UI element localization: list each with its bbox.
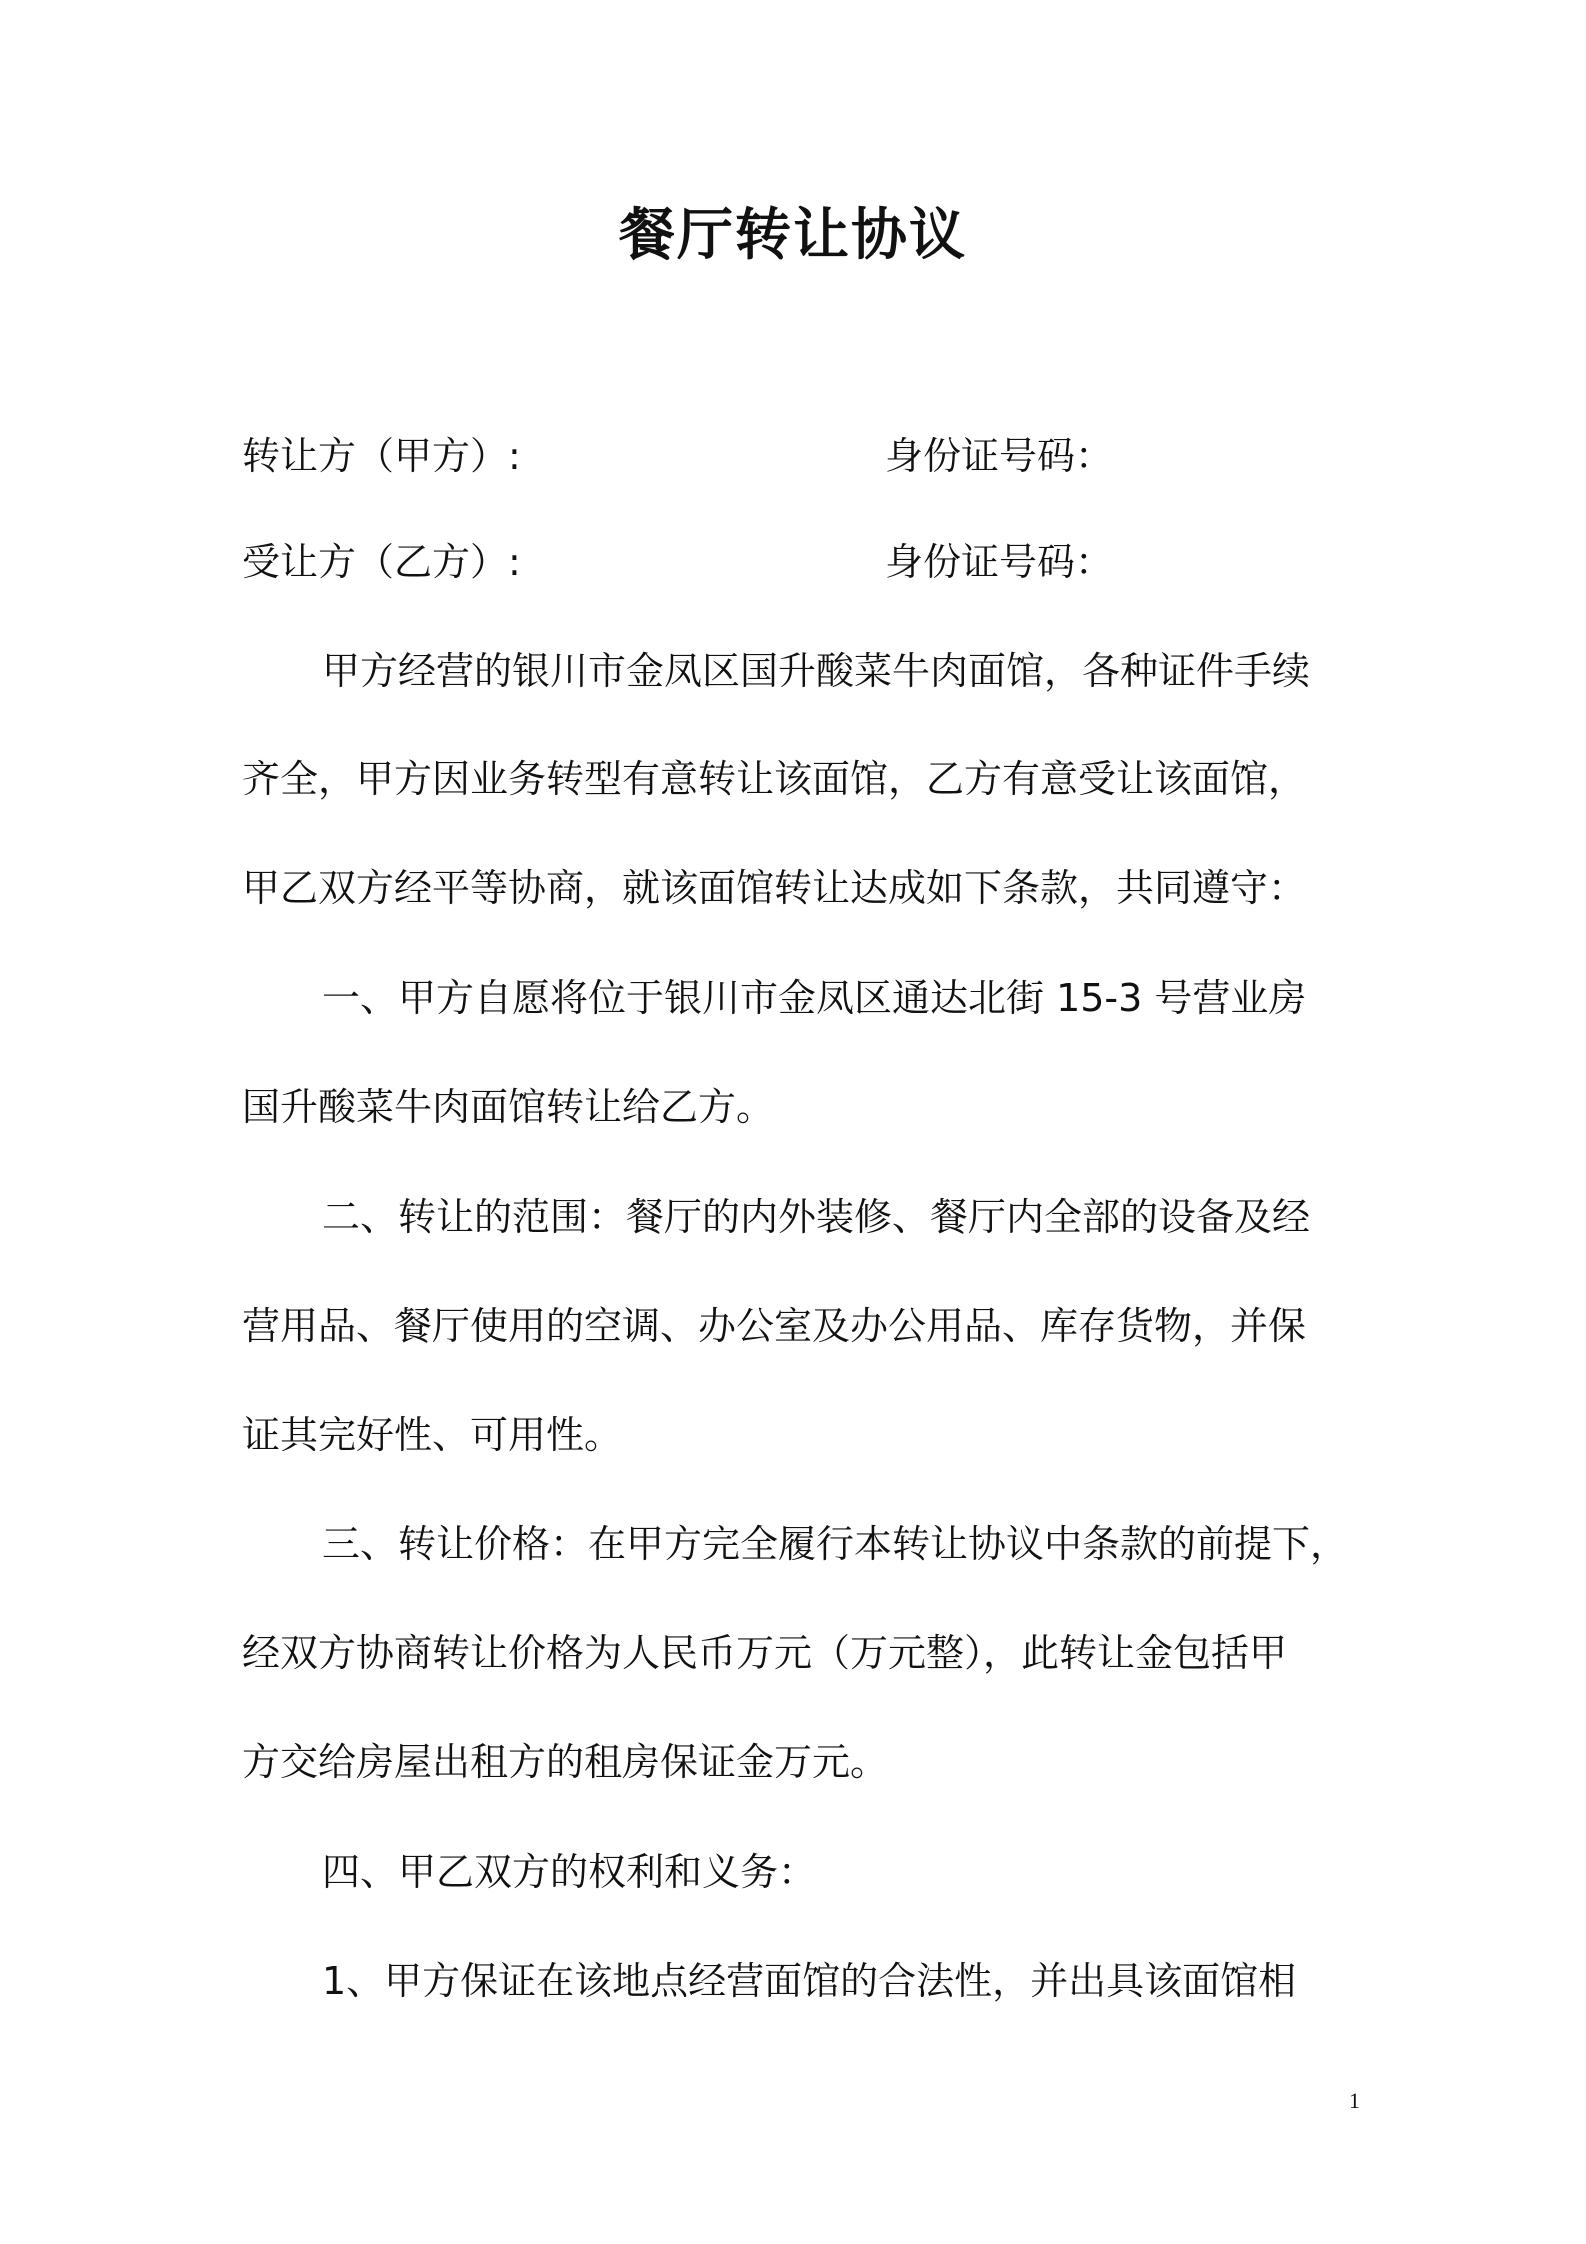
clause-line: 三、转让价格：在甲方完全履行本转让协议中条款的前提下，: [322, 1522, 1349, 1566]
transferee-row: [242, 532, 1362, 592]
clause-line: 四、甲乙双方的权利和义务：: [322, 1850, 817, 1894]
transferee-id-label: 身份证号码：: [885, 540, 1114, 584]
paragraph-line: 齐全，甲方因业务转型有意转让该面馆，乙方有意受让该面馆，: [242, 757, 1307, 801]
transferor-label: 转让方（甲方）:: [242, 434, 521, 478]
transferor-row: [242, 426, 1362, 486]
clause-line: 营用品、餐厅使用的空调、办公室及办公用品、库存货物，并保: [242, 1304, 1307, 1348]
document-title: 餐厅转让协议: [619, 203, 967, 268]
clause-line: 经双方协商转让价格为人民币万元（万元整），此转让金包括甲: [242, 1631, 1288, 1675]
clause-line: 二、转让的范围：餐厅的内外装修、餐厅内全部的设备及经: [322, 1195, 1311, 1239]
clause-line: 一、甲方自愿将位于银川市金凤区通达北街 15-3 号营业房: [322, 976, 1307, 1020]
clause-line: 证其完好性、可用性。: [242, 1413, 623, 1457]
transferee-label: 受让方（乙方）:: [242, 540, 521, 584]
clause-line: 1、甲方保证在该地点经营面馆的合法性，并出具该面馆相: [322, 1959, 1297, 2003]
clause-line: 方交给房屋出租方的租房保证金万元。: [242, 1740, 889, 1784]
paragraph-line: 甲方经营的银川市金凤区国升酸菜牛肉面馆，各种证件手续: [322, 649, 1311, 693]
page-number: 1: [1349, 2088, 1360, 2113]
clause-line: 国升酸菜牛肉面馆转让给乙方。: [242, 1085, 775, 1129]
paragraph-line: 甲乙双方经平等协商，就该面馆转让达成如下条款，共同遵守：: [242, 866, 1307, 910]
transferor-id-label: 身份证号码：: [885, 434, 1114, 478]
